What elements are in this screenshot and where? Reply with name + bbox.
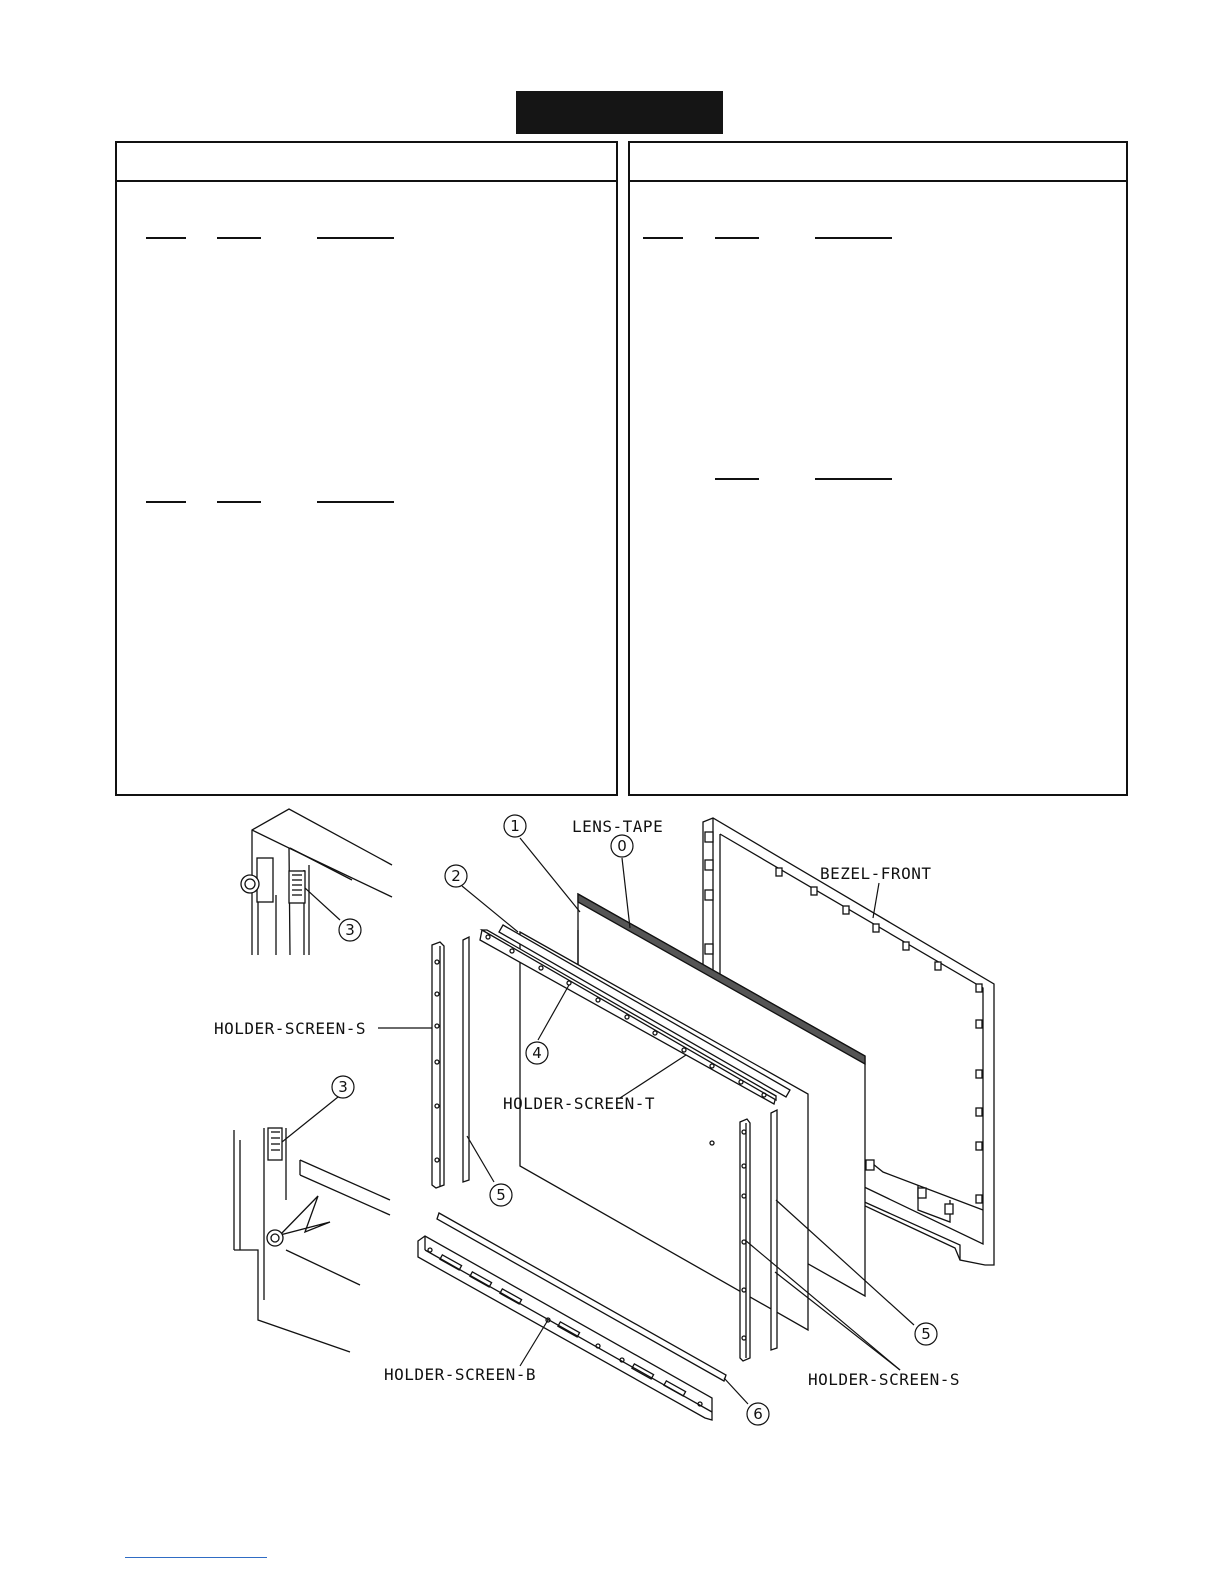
callout-0: 0: [617, 837, 627, 855]
callout-3-top: 3: [345, 921, 355, 939]
callout-1: 1: [510, 817, 520, 835]
detail-bottom-left: [234, 1128, 390, 1352]
callout-6: 6: [753, 1405, 763, 1423]
label-holder-screen-b: HOLDER-SCREEN-B: [384, 1365, 536, 1384]
label-bezel-front: BEZEL-FRONT: [820, 864, 932, 883]
holder-screen-b-part: [418, 1236, 712, 1420]
callout-2: 2: [451, 867, 461, 885]
label-holder-screen-s-right: HOLDER-SCREEN-S: [808, 1370, 960, 1389]
callout-4: 4: [532, 1044, 542, 1062]
footer-link-underline: [125, 1557, 267, 1558]
callout-5-right: 5: [921, 1325, 931, 1343]
detail-top-left: [241, 809, 392, 955]
label-holder-screen-s-left: HOLDER-SCREEN-S: [214, 1019, 366, 1038]
holder-screen-s-left-part: [432, 937, 469, 1188]
label-lens-tape: LENS-TAPE: [572, 817, 664, 836]
callout-3-bottom: 3: [338, 1078, 348, 1096]
label-holder-screen-t: HOLDER-SCREEN-T: [503, 1094, 655, 1113]
callout-5-left: 5: [496, 1186, 506, 1204]
